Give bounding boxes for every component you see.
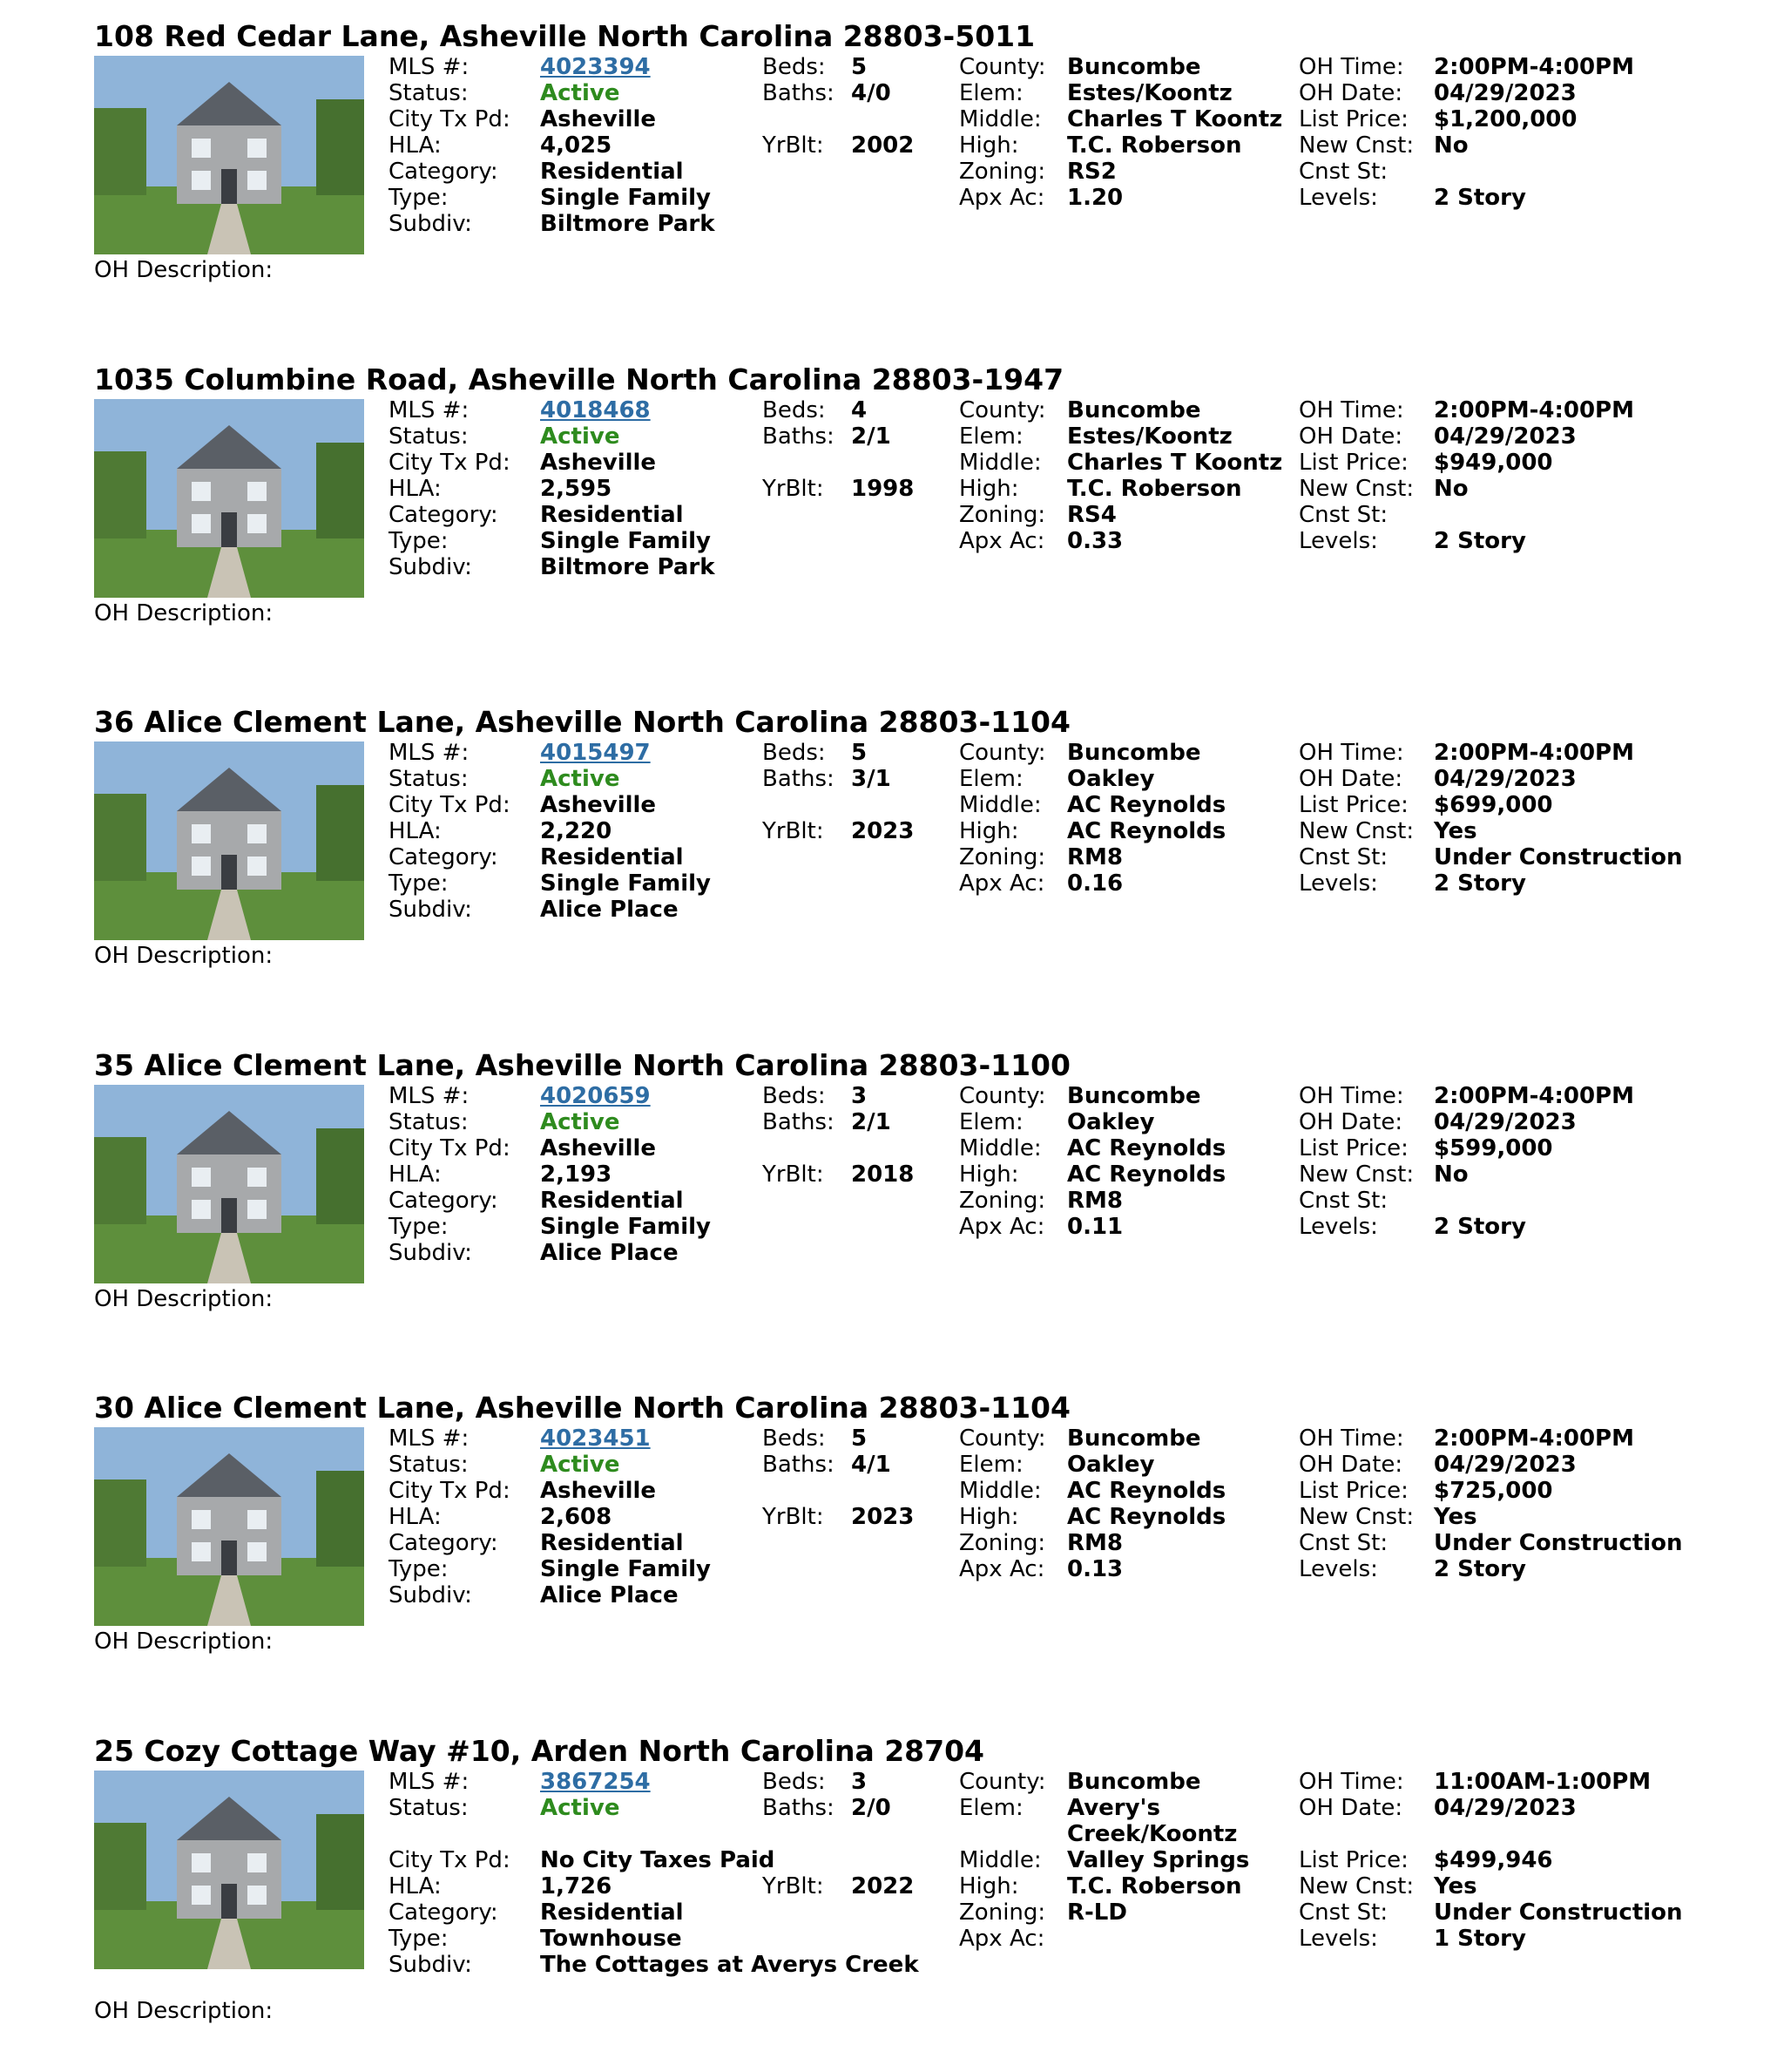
status-label: Status: xyxy=(389,766,469,792)
subdiv-label: Subdiv: xyxy=(389,897,472,923)
listing-address: 25 Cozy Cottage Way #10, Arden North Carolina 28704 xyxy=(94,1734,985,1768)
oh-time-label: OH Time: xyxy=(1299,54,1404,80)
listing-photo[interactable] xyxy=(94,56,364,254)
hla-label: HLA: xyxy=(389,1873,442,1899)
apx-ac-label: Apx Ac: xyxy=(959,1926,1045,1952)
county-value: Buncombe xyxy=(1067,1083,1201,1109)
middle-value: AC Reynolds xyxy=(1067,1135,1226,1161)
oh-description xyxy=(94,598,273,629)
county-label: County: xyxy=(959,1425,1046,1452)
listing-card xyxy=(94,1715,1749,2024)
oh-time-label: OH Time: xyxy=(1299,1425,1404,1452)
category-label: Category: xyxy=(389,502,498,528)
hla-label: HLA: xyxy=(389,1161,442,1188)
zoning-value: RM8 xyxy=(1067,844,1123,870)
new-cnst-label: New Cnst: xyxy=(1299,132,1415,159)
status-value: Active xyxy=(540,1109,620,1135)
high-label: High: xyxy=(959,132,1019,159)
mls-number-link[interactable]: 4023451 xyxy=(540,1425,651,1452)
high-value: AC Reynolds xyxy=(1067,1504,1226,1530)
oh-description xyxy=(94,940,273,972)
type-value: Single Family xyxy=(540,870,712,897)
county-value: Buncombe xyxy=(1067,740,1201,766)
apx-ac-value: 0.33 xyxy=(1067,528,1124,554)
oh-date-label: OH Date: xyxy=(1299,1109,1403,1135)
yrblt-label: YrBlt: xyxy=(762,132,824,159)
new-cnst-value: No xyxy=(1434,476,1469,502)
zoning-label: Zoning: xyxy=(959,1188,1046,1214)
new-cnst-value: Yes xyxy=(1434,818,1477,844)
house-photo-icon xyxy=(94,1085,364,1283)
oh-description-label: OH Description: xyxy=(94,1286,274,1312)
category-label: Category: xyxy=(389,159,498,185)
type-value: Single Family xyxy=(540,185,712,211)
category-label: Category: xyxy=(389,1899,498,1926)
cnst-st-label: Cnst St: xyxy=(1299,844,1388,870)
status-value: Active xyxy=(540,766,620,792)
list-price-value: $499,946 xyxy=(1434,1847,1553,1873)
mls-number-link[interactable]: 4023394 xyxy=(540,54,651,80)
city-tax-label: City Tx Pd: xyxy=(389,1478,510,1504)
type-value: Townhouse xyxy=(540,1926,682,1952)
oh-date-value: 04/29/2023 xyxy=(1434,1452,1577,1478)
mls-number-link[interactable]: 4015497 xyxy=(540,740,651,766)
elem-value: Oakley xyxy=(1067,766,1155,792)
baths-label: Baths: xyxy=(762,423,834,450)
city-tax-label: City Tx Pd: xyxy=(389,792,510,818)
levels-label: Levels: xyxy=(1299,1926,1378,1952)
cnst-st-label: Cnst St: xyxy=(1299,502,1388,528)
status-label: Status: xyxy=(389,1795,469,1821)
levels-value: 2 Story xyxy=(1434,185,1526,211)
list-price-value: $699,000 xyxy=(1434,792,1553,818)
levels-label: Levels: xyxy=(1299,1556,1378,1582)
levels-value: 1 Story xyxy=(1434,1926,1526,1952)
category-value: Residential xyxy=(540,502,684,528)
oh-time-value: 11:00AM-1:00PM xyxy=(1434,1769,1652,1795)
house-photo-icon xyxy=(94,1427,364,1626)
hla-label: HLA: xyxy=(389,132,442,159)
status-label: Status: xyxy=(389,80,469,106)
list-price-label: List Price: xyxy=(1299,1478,1409,1504)
county-label: County: xyxy=(959,1769,1046,1795)
yrblt-value: 2023 xyxy=(851,1504,915,1530)
oh-description xyxy=(94,1283,273,1315)
oh-description-label: OH Description: xyxy=(94,1628,274,1655)
middle-value: Charles T Koontz xyxy=(1067,106,1283,132)
subdiv-value: Biltmore Park xyxy=(540,554,715,580)
zoning-label: Zoning: xyxy=(959,159,1046,185)
baths-label: Baths: xyxy=(762,1795,834,1821)
levels-label: Levels: xyxy=(1299,870,1378,897)
yrblt-value: 2002 xyxy=(851,132,915,159)
cnst-st-label: Cnst St: xyxy=(1299,1188,1388,1214)
list-price-value: $725,000 xyxy=(1434,1478,1553,1504)
type-value: Single Family xyxy=(540,1556,712,1582)
list-price-label: List Price: xyxy=(1299,1135,1409,1161)
new-cnst-label: New Cnst: xyxy=(1299,1504,1415,1530)
elem-label: Elem: xyxy=(959,1109,1024,1135)
beds-value: 4 xyxy=(851,397,868,423)
city-tax-value: Asheville xyxy=(540,792,657,818)
apx-ac-value: 0.13 xyxy=(1067,1556,1124,1582)
listing-address: 36 Alice Clement Lane, Asheville North Carolina 28803-1104 xyxy=(94,705,1071,739)
list-price-value: $949,000 xyxy=(1434,450,1553,476)
beds-value: 5 xyxy=(851,1425,868,1452)
apx-ac-label: Apx Ac: xyxy=(959,1214,1045,1240)
oh-description-label: OH Description: xyxy=(94,943,274,969)
hla-value: 2,220 xyxy=(540,818,612,844)
county-value: Buncombe xyxy=(1067,1425,1201,1452)
oh-description xyxy=(94,1626,273,1657)
zoning-label: Zoning: xyxy=(959,502,1046,528)
city-tax-value: Asheville xyxy=(540,450,657,476)
yrblt-value: 2022 xyxy=(851,1873,915,1899)
listing-photo[interactable] xyxy=(94,1771,364,1969)
category-label: Category: xyxy=(389,1530,498,1556)
middle-label: Middle: xyxy=(959,106,1042,132)
listing-address: 30 Alice Clement Lane, Asheville North Carolina 28803-1104 xyxy=(94,1391,1071,1425)
elem-label: Elem: xyxy=(959,80,1024,106)
levels-value: 2 Story xyxy=(1434,870,1526,897)
cnst-st-value: Under Construction xyxy=(1434,844,1683,870)
new-cnst-label: New Cnst: xyxy=(1299,1873,1415,1899)
beds-label: Beds: xyxy=(762,1769,826,1795)
status-value: Active xyxy=(540,1452,620,1478)
list-price-label: List Price: xyxy=(1299,106,1409,132)
beds-label: Beds: xyxy=(762,1083,826,1109)
oh-time-label: OH Time: xyxy=(1299,740,1404,766)
hla-value: 4,025 xyxy=(540,132,612,159)
middle-label: Middle: xyxy=(959,1478,1042,1504)
list-price-value: $1,200,000 xyxy=(1434,106,1578,132)
oh-description-label: OH Description: xyxy=(94,257,274,283)
type-label: Type: xyxy=(389,1214,449,1240)
oh-date-label: OH Date: xyxy=(1299,1452,1403,1478)
zoning-value: RM8 xyxy=(1067,1188,1123,1214)
type-label: Type: xyxy=(389,185,449,211)
yrblt-label: YrBlt: xyxy=(762,1161,824,1188)
subdiv-label: Subdiv: xyxy=(389,211,472,237)
middle-label: Middle: xyxy=(959,450,1042,476)
mls-number-link[interactable]: 3867254 xyxy=(540,1769,651,1795)
subdiv-label: Subdiv: xyxy=(389,554,472,580)
apx-ac-label: Apx Ac: xyxy=(959,870,1045,897)
high-label: High: xyxy=(959,1873,1019,1899)
subdiv-value: Alice Place xyxy=(540,1240,679,1266)
county-value: Buncombe xyxy=(1067,397,1201,423)
subdiv-label: Subdiv: xyxy=(389,1952,472,1978)
zoning-label: Zoning: xyxy=(959,1530,1046,1556)
county-label: County: xyxy=(959,1083,1046,1109)
hla-label: HLA: xyxy=(389,1504,442,1530)
list-price-label: List Price: xyxy=(1299,450,1409,476)
listing-photo[interactable] xyxy=(94,1085,364,1283)
high-value: T.C. Roberson xyxy=(1067,1873,1242,1899)
status-label: Status: xyxy=(389,423,469,450)
baths-value: 2/1 xyxy=(851,1109,891,1135)
yrblt-label: YrBlt: xyxy=(762,818,824,844)
high-label: High: xyxy=(959,1161,1019,1188)
mls-label: MLS #: xyxy=(389,740,470,766)
new-cnst-label: New Cnst: xyxy=(1299,1161,1415,1188)
zoning-value: R-LD xyxy=(1067,1899,1127,1926)
category-value: Residential xyxy=(540,159,684,185)
hla-value: 1,726 xyxy=(540,1873,612,1899)
oh-description-label: OH Description: xyxy=(94,1998,274,2024)
apx-ac-label: Apx Ac: xyxy=(959,528,1045,554)
elem-value: Oakley xyxy=(1067,1452,1155,1478)
middle-label: Middle: xyxy=(959,1847,1042,1873)
type-label: Type: xyxy=(389,1926,449,1952)
mls-label: MLS #: xyxy=(389,1083,470,1109)
listing-card xyxy=(94,343,1749,631)
county-value: Buncombe xyxy=(1067,1769,1201,1795)
baths-value: 3/1 xyxy=(851,766,891,792)
oh-date-value: 04/29/2023 xyxy=(1434,766,1577,792)
type-label: Type: xyxy=(389,528,449,554)
house-photo-icon xyxy=(94,399,364,598)
city-tax-value: Asheville xyxy=(540,1135,657,1161)
baths-value: 2/1 xyxy=(851,423,891,450)
zoning-label: Zoning: xyxy=(959,844,1046,870)
mls-label: MLS #: xyxy=(389,1425,470,1452)
yrblt-label: YrBlt: xyxy=(762,1504,824,1530)
yrblt-label: YrBlt: xyxy=(762,476,824,502)
list-price-label: List Price: xyxy=(1299,792,1409,818)
middle-value: Valley Springs xyxy=(1067,1847,1250,1873)
cnst-st-label: Cnst St: xyxy=(1299,1899,1388,1926)
oh-date-value: 04/29/2023 xyxy=(1434,80,1577,106)
beds-label: Beds: xyxy=(762,397,826,423)
house-photo-icon xyxy=(94,741,364,940)
middle-label: Middle: xyxy=(959,1135,1042,1161)
middle-value: AC Reynolds xyxy=(1067,1478,1226,1504)
type-value: Single Family xyxy=(540,528,712,554)
baths-label: Baths: xyxy=(762,1109,834,1135)
category-value: Residential xyxy=(540,1188,684,1214)
county-label: County: xyxy=(959,397,1046,423)
listing-address: 35 Alice Clement Lane, Asheville North Carolina 28803-1100 xyxy=(94,1048,1071,1082)
beds-value: 5 xyxy=(851,54,868,80)
subdiv-label: Subdiv: xyxy=(389,1240,472,1266)
oh-time-value: 2:00PM-4:00PM xyxy=(1434,397,1634,423)
listing-card xyxy=(94,1029,1749,1317)
category-label: Category: xyxy=(389,844,498,870)
beds-value: 3 xyxy=(851,1083,868,1109)
status-value: Active xyxy=(540,1795,620,1821)
oh-description-label: OH Description: xyxy=(94,600,274,626)
cnst-st-value: Under Construction xyxy=(1434,1899,1683,1926)
baths-value: 4/0 xyxy=(851,80,891,106)
oh-time-value: 2:00PM-4:00PM xyxy=(1434,1425,1634,1452)
county-label: County: xyxy=(959,740,1046,766)
apx-ac-value: 0.11 xyxy=(1067,1214,1124,1240)
county-value: Buncombe xyxy=(1067,54,1201,80)
cnst-st-label: Cnst St: xyxy=(1299,159,1388,185)
hla-value: 2,608 xyxy=(540,1504,612,1530)
category-value: Residential xyxy=(540,844,684,870)
zoning-label: Zoning: xyxy=(959,1899,1046,1926)
list-price-label: List Price: xyxy=(1299,1847,1409,1873)
status-label: Status: xyxy=(389,1109,469,1135)
apx-ac-label: Apx Ac: xyxy=(959,1556,1045,1582)
elem-label: Elem: xyxy=(959,1795,1024,1821)
beds-value: 3 xyxy=(851,1769,868,1795)
elem-value: Oakley xyxy=(1067,1109,1155,1135)
high-value: AC Reynolds xyxy=(1067,818,1226,844)
beds-label: Beds: xyxy=(762,54,826,80)
mls-label: MLS #: xyxy=(389,397,470,423)
new-cnst-value: Yes xyxy=(1434,1873,1477,1899)
apx-ac-value: 1.20 xyxy=(1067,185,1124,211)
yrblt-value: 1998 xyxy=(851,476,915,502)
listing-address: 108 Red Cedar Lane, Asheville North Carolina 28803-5011 xyxy=(94,19,1036,53)
subdiv-label: Subdiv: xyxy=(389,1582,472,1608)
zoning-value: RS4 xyxy=(1067,502,1117,528)
new-cnst-value: No xyxy=(1434,1161,1469,1188)
apx-ac-label: Apx Ac: xyxy=(959,185,1045,211)
oh-date-value: 04/29/2023 xyxy=(1434,1795,1577,1821)
cnst-st-label: Cnst St: xyxy=(1299,1530,1388,1556)
city-tax-label: City Tx Pd: xyxy=(389,1135,510,1161)
listing-card xyxy=(94,686,1749,973)
elem-value: Avery's Creek/Koontz xyxy=(1067,1795,1238,1847)
oh-time-value: 2:00PM-4:00PM xyxy=(1434,1083,1634,1109)
elem-value: Estes/Koontz xyxy=(1067,80,1233,106)
category-label: Category: xyxy=(389,1188,498,1214)
oh-description xyxy=(94,1995,273,2027)
baths-value: 2/0 xyxy=(851,1795,891,1821)
levels-value: 2 Story xyxy=(1434,528,1526,554)
oh-date-label: OH Date: xyxy=(1299,766,1403,792)
hla-label: HLA: xyxy=(389,818,442,844)
middle-label: Middle: xyxy=(959,792,1042,818)
oh-date-label: OH Date: xyxy=(1299,423,1403,450)
city-tax-label: City Tx Pd: xyxy=(389,1847,510,1873)
listing-photo[interactable] xyxy=(94,741,364,940)
oh-time-label: OH Time: xyxy=(1299,1083,1404,1109)
oh-date-value: 04/29/2023 xyxy=(1434,1109,1577,1135)
high-label: High: xyxy=(959,1504,1019,1530)
house-photo-icon xyxy=(94,1771,364,1969)
listing-photo[interactable] xyxy=(94,399,364,598)
oh-description xyxy=(94,254,273,286)
county-label: County: xyxy=(959,54,1046,80)
yrblt-value: 2023 xyxy=(851,818,915,844)
subdiv-value: Alice Place xyxy=(540,897,679,923)
levels-label: Levels: xyxy=(1299,1214,1378,1240)
mls-number-link[interactable]: 4020659 xyxy=(540,1083,651,1109)
baths-label: Baths: xyxy=(762,80,834,106)
middle-value: AC Reynolds xyxy=(1067,792,1226,818)
oh-time-label: OH Time: xyxy=(1299,397,1404,423)
hla-value: 2,193 xyxy=(540,1161,612,1188)
listing-address: 1035 Columbine Road, Asheville North Carolina 28803-1947 xyxy=(94,362,1064,396)
cnst-st-value: Under Construction xyxy=(1434,1530,1683,1556)
mls-label: MLS #: xyxy=(389,54,470,80)
high-value: T.C. Roberson xyxy=(1067,132,1242,159)
oh-time-value: 2:00PM-4:00PM xyxy=(1434,54,1634,80)
type-label: Type: xyxy=(389,870,449,897)
status-value: Active xyxy=(540,423,620,450)
status-label: Status: xyxy=(389,1452,469,1478)
new-cnst-value: Yes xyxy=(1434,1504,1477,1530)
city-tax-value: Asheville xyxy=(540,106,657,132)
beds-label: Beds: xyxy=(762,740,826,766)
city-tax-label: City Tx Pd: xyxy=(389,450,510,476)
city-tax-value: No City Taxes Paid xyxy=(540,1847,775,1873)
hla-value: 2,595 xyxy=(540,476,612,502)
elem-label: Elem: xyxy=(959,1452,1024,1478)
levels-value: 2 Story xyxy=(1434,1556,1526,1582)
elem-label: Elem: xyxy=(959,766,1024,792)
status-value: Active xyxy=(540,80,620,106)
type-label: Type: xyxy=(389,1556,449,1582)
listing-photo[interactable] xyxy=(94,1427,364,1626)
zoning-value: RS2 xyxy=(1067,159,1117,185)
list-price-value: $599,000 xyxy=(1434,1135,1553,1161)
mls-label: MLS #: xyxy=(389,1769,470,1795)
hla-label: HLA: xyxy=(389,476,442,502)
city-tax-label: City Tx Pd: xyxy=(389,106,510,132)
oh-time-value: 2:00PM-4:00PM xyxy=(1434,740,1634,766)
baths-value: 4/1 xyxy=(851,1452,891,1478)
high-value: T.C. Roberson xyxy=(1067,476,1242,502)
levels-label: Levels: xyxy=(1299,528,1378,554)
oh-date-value: 04/29/2023 xyxy=(1434,423,1577,450)
apx-ac-value: 0.16 xyxy=(1067,870,1124,897)
subdiv-value: The Cottages at Averys Creek xyxy=(540,1952,919,1978)
new-cnst-label: New Cnst: xyxy=(1299,476,1415,502)
yrblt-value: 2018 xyxy=(851,1161,915,1188)
zoning-value: RM8 xyxy=(1067,1530,1123,1556)
type-value: Single Family xyxy=(540,1214,712,1240)
new-cnst-value: No xyxy=(1434,132,1469,159)
oh-time-label: OH Time: xyxy=(1299,1769,1404,1795)
listing-card xyxy=(94,1371,1749,1659)
elem-label: Elem: xyxy=(959,423,1024,450)
levels-value: 2 Story xyxy=(1434,1214,1526,1240)
mls-number-link[interactable]: 4018468 xyxy=(540,397,651,423)
baths-label: Baths: xyxy=(762,1452,834,1478)
middle-value: Charles T Koontz xyxy=(1067,450,1283,476)
high-value: AC Reynolds xyxy=(1067,1161,1226,1188)
category-value: Residential xyxy=(540,1530,684,1556)
yrblt-label: YrBlt: xyxy=(762,1873,824,1899)
levels-label: Levels: xyxy=(1299,185,1378,211)
baths-label: Baths: xyxy=(762,766,834,792)
subdiv-value: Biltmore Park xyxy=(540,211,715,237)
city-tax-value: Asheville xyxy=(540,1478,657,1504)
listing-card xyxy=(94,0,1749,288)
subdiv-value: Alice Place xyxy=(540,1582,679,1608)
new-cnst-label: New Cnst: xyxy=(1299,818,1415,844)
beds-value: 5 xyxy=(851,740,868,766)
house-photo-icon xyxy=(94,56,364,254)
beds-label: Beds: xyxy=(762,1425,826,1452)
category-value: Residential xyxy=(540,1899,684,1926)
high-label: High: xyxy=(959,818,1019,844)
oh-date-label: OH Date: xyxy=(1299,80,1403,106)
elem-value: Estes/Koontz xyxy=(1067,423,1233,450)
high-label: High: xyxy=(959,476,1019,502)
oh-date-label: OH Date: xyxy=(1299,1795,1403,1821)
